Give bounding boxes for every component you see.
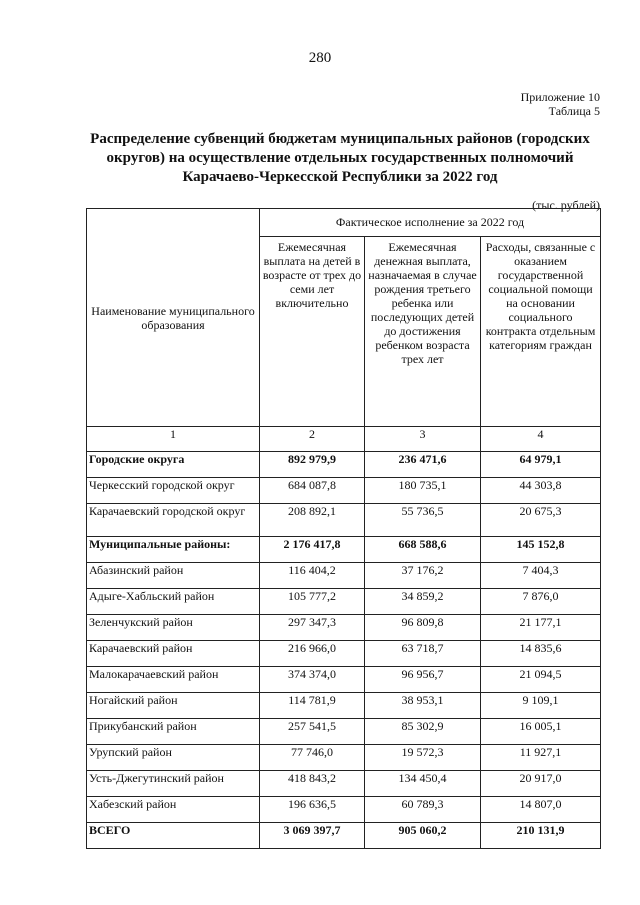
row-value-col2: 684 087,8 (260, 478, 365, 504)
table-row (87, 563, 601, 589)
row-value-col4: 44 303,8 (481, 478, 601, 504)
page-number: 280 (308, 50, 332, 66)
header-col-4: Расходы, связанные с оказанием государственной социальной помощи на основании социального контракта отдельным категориям граждан (481, 237, 601, 427)
row-value-col3: 38 953,1 (365, 693, 481, 719)
row-value-col4: 14 835,6 (481, 641, 601, 667)
column-number: 2 (260, 427, 365, 452)
row-name: Адыге-Хабльский район (87, 589, 260, 615)
row-name: Карачаевский городской округ (87, 504, 260, 537)
row-name: Городские округа (87, 452, 260, 478)
row-value-col3: 180 735,1 (365, 478, 481, 504)
appendix-line: Приложение 10 (520, 90, 600, 104)
column-number: 1 (87, 427, 260, 452)
row-value-col2: 196 636,5 (260, 797, 365, 823)
table-row (87, 537, 601, 563)
table-row (87, 589, 601, 615)
row-value-col2: 2 176 417,8 (260, 537, 365, 563)
table-number: Таблица 5 (548, 104, 600, 118)
row-value-col4: 210 131,9 (481, 823, 601, 849)
subventions-table (86, 208, 601, 849)
header-col-3: Ежемесячная денежная выплата, назначаемая в случае рождения третьего ребенка или последующих детей до достижения ребенком возраста трех лет (365, 237, 481, 427)
row-value-col4: 16 005,1 (481, 719, 601, 745)
row-name: Малокарачаевский район (87, 667, 260, 693)
table-row (87, 615, 601, 641)
row-value-col3: 236 471,6 (365, 452, 481, 478)
table-row (87, 693, 601, 719)
row-value-col3: 37 176,2 (365, 563, 481, 589)
row-value-col4: 9 109,1 (481, 693, 601, 719)
row-name: Усть-Джегутинский район (87, 771, 260, 797)
row-value-col4: 7 404,3 (481, 563, 601, 589)
row-value-col3: 63 718,7 (365, 641, 481, 667)
row-value-col2: 297 347,3 (260, 615, 365, 641)
column-numbers-row (87, 427, 601, 452)
row-value-col3: 96 956,7 (365, 667, 481, 693)
table-row (87, 667, 601, 693)
document-title: Распределение субвенций бюджетам муниципальных районов (городских округов) на осуществление отдельных государственных полномочий Карачаево-Черкесской Республики за 2022 год (90, 131, 590, 185)
row-name: Черкесский городской округ (87, 478, 260, 504)
table-row (87, 719, 601, 745)
table-row (87, 797, 601, 823)
row-value-col3: 34 859,2 (365, 589, 481, 615)
column-number: 4 (481, 427, 601, 452)
table-row (87, 823, 601, 849)
row-value-col3: 668 588,6 (365, 537, 481, 563)
row-value-col4: 21 094,5 (481, 667, 601, 693)
row-name: Карачаевский район (87, 641, 260, 667)
row-value-col3: 134 450,4 (365, 771, 481, 797)
table-row (87, 771, 601, 797)
header-municipality: Наименование муниципального образования (87, 209, 260, 427)
row-value-col4: 20 675,3 (481, 504, 601, 537)
row-value-col3: 60 789,3 (365, 797, 481, 823)
row-name: Абазинский район (87, 563, 260, 589)
row-value-col2: 105 777,2 (260, 589, 365, 615)
row-name: Ногайский район (87, 693, 260, 719)
table-row (87, 745, 601, 771)
column-number: 3 (365, 427, 481, 452)
row-name: Прикубанский район (87, 719, 260, 745)
table-row (87, 641, 601, 667)
appendix-label (521, 90, 600, 118)
row-value-col2: 374 374,0 (260, 667, 365, 693)
row-value-col4: 64 979,1 (481, 452, 601, 478)
row-name: Муниципальные районы: (87, 537, 260, 563)
table-body (87, 452, 601, 849)
row-value-col4: 7 876,0 (481, 589, 601, 615)
table-row (87, 452, 601, 478)
row-value-col2: 114 781,9 (260, 693, 365, 719)
row-name: ВСЕГО (87, 823, 260, 849)
row-value-col3: 85 302,9 (365, 719, 481, 745)
row-value-col4: 14 807,0 (481, 797, 601, 823)
row-name: Зеленчукский район (87, 615, 260, 641)
units-label: (тыс. рублей) (532, 198, 600, 212)
row-value-col2: 892 979,9 (260, 452, 365, 478)
row-value-col3: 19 572,3 (365, 745, 481, 771)
row-value-col3: 96 809,8 (365, 615, 481, 641)
row-value-col2: 116 404,2 (260, 563, 365, 589)
row-name: Хабезский район (87, 797, 260, 823)
row-value-col4: 21 177,1 (481, 615, 601, 641)
row-value-col4: 145 152,8 (481, 537, 601, 563)
row-value-col2: 418 843,2 (260, 771, 365, 797)
row-value-col3: 55 736,5 (365, 504, 481, 537)
row-value-col2: 216 966,0 (260, 641, 365, 667)
header-actual-execution: Фактическое исполнение за 2022 год (260, 209, 601, 237)
table-row (87, 504, 601, 537)
row-value-col2: 208 892,1 (260, 504, 365, 537)
row-name: Урупский район (87, 745, 260, 771)
header-col-2: Ежемесячная выплата на детей в возрасте от трех до семи лет включительно (260, 237, 365, 427)
table-row (87, 478, 601, 504)
row-value-col2: 3 069 397,7 (260, 823, 365, 849)
row-value-col3: 905 060,2 (365, 823, 481, 849)
row-value-col4: 20 917,0 (481, 771, 601, 797)
row-value-col4: 11 927,1 (481, 745, 601, 771)
row-value-col2: 257 541,5 (260, 719, 365, 745)
row-value-col2: 77 746,0 (260, 745, 365, 771)
